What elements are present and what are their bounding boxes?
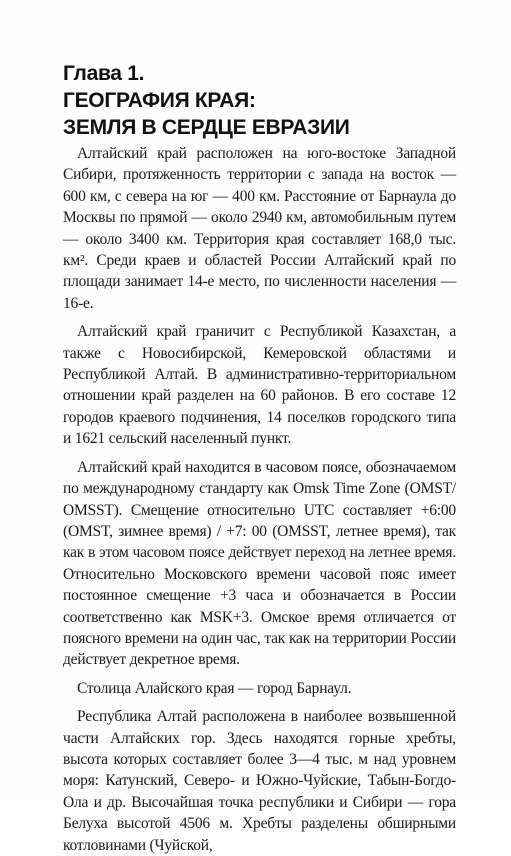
paragraph: Алтайский край расположен на юго-востоке Западной Сибири, протяженность территории с запада на восток — 600 км, с севера на юг — 400 км. Расстояние от Барнаула до Москвы по прямой — около 2940 км, автомобильным путем — около 3400 км. Территория края составляет 168,0 тыс. км². Среди краев и областей России Алтайский край по площади занимает 14-е место, по численности населения — 16-е.: [63, 145, 456, 312]
paragraph: Алтайский край граничит с Республикой Казахстан, а также с Новосибирской, Кемеровской областями и Республикой Алтай. В административно-территориальном отношении край разделен на 60 районов. В его составе 12 городов краевого подчинения, 14 поселков городского типа и 1621 сельский населенный пункт.: [63, 323, 456, 448]
chapter-title-line-2: ЗЕМЛЯ В СЕРДЦЕ ЕВРАЗИИ: [63, 116, 350, 139]
chapter-heading: [63, 60, 483, 141]
chapter-title-line-1: ГЕОГРАФИЯ КРАЯ:: [63, 89, 256, 112]
paragraph: Республика Алтай расположена в наиболее возвышенной части Алтайских гор. Здесь находятся горные хребты, высота которых составляет более 3—4 тыс. м над уровнем моря: Катунский, Северо- и Южно-Чуйские, Табын-Богдо-Ола и др. Высочайшая точка республики и Сибири — гора Белуха высотой 4506 м. Хребты разделены обширными котловинами (Чуйской,: [63, 708, 456, 854]
chapter-number: Глава 1.: [63, 62, 145, 85]
paragraph: Алтайский край находится в часовом поясе, обозначаемом по международному стандарту как Omsk Time Zone (OMST/ OMSST). Смещение относительно UTC составляет +6:00 (OMST, зимнее время) / +7: 00 (OMSST, летнее время), так как в этом часовом поясе действует переход на летнее время. Относительно Московского времени часовой пояс имеет постоянное смещение +3 часа и обозначается в России соответственно как MSK+3. Омское время отличается от поясного времени на один час, так как на территории России действует декретное время.: [63, 458, 456, 669]
paragraph: Столица Алайского края — город Барнаул.: [77, 679, 352, 697]
chapter-body: [63, 143, 456, 856]
